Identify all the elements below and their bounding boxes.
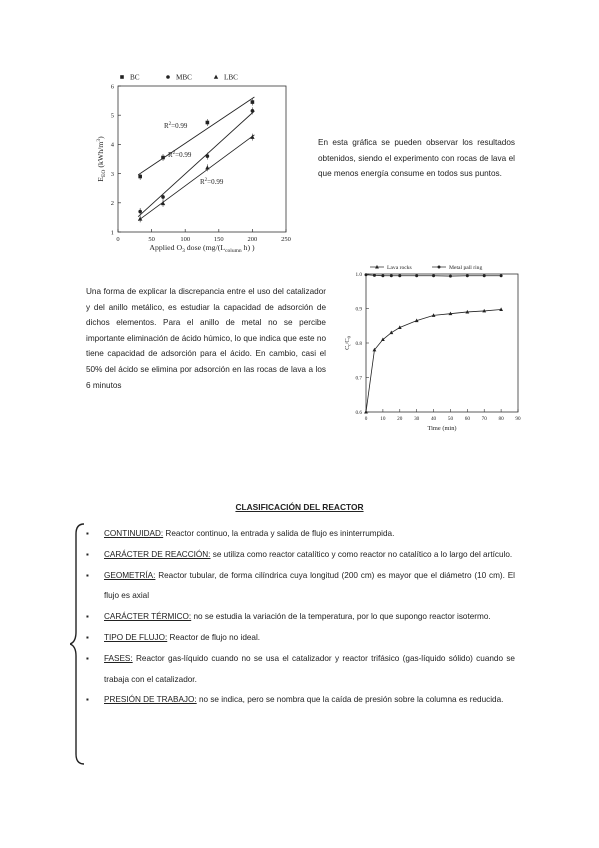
legend-label: Metal pall ring <box>449 265 483 271</box>
x-tick-label: 100 <box>180 236 191 243</box>
bullet-icon: ▪ <box>86 570 89 580</box>
x-tick-label: 200 <box>247 236 258 243</box>
r-symbol: R <box>164 122 169 130</box>
x-tick-label: 90 <box>515 416 521 422</box>
data-point <box>251 109 255 113</box>
data-point <box>138 175 142 179</box>
item-text: Reactor de flujo no ideal. <box>167 632 261 642</box>
y-tick-label: 2 <box>110 200 114 208</box>
x-tick-label: 0 <box>116 236 120 243</box>
data-point <box>138 216 142 220</box>
r-value: =0.99 <box>175 151 192 159</box>
r-squared-label <box>168 151 192 159</box>
y-label-sub: EO <box>101 169 107 177</box>
x-tick-label: 0 <box>364 416 368 422</box>
x-tick-label: 20 <box>397 416 403 422</box>
x-tick-label: 150 <box>213 236 224 243</box>
r-squared-label <box>200 178 224 186</box>
energy-consumption-chart <box>96 60 304 256</box>
item-label: CONTINUIDAD: <box>104 529 164 538</box>
legend-label: LBC <box>224 73 238 82</box>
y-label-part: E <box>96 176 105 182</box>
y-tick-label: 6 <box>110 83 114 91</box>
y-label-sub: t <box>346 344 352 346</box>
adsorption-explanation-paragraph: Una forma de explicar la discrepancia entre el uso del catalizador y del anillo metálico, es estudiar la capacidad de adsorción de dichos elementos. Para el anillo de metal no se percibe importante eliminación de ácido húmico, lo que indica que este no tiene capacidad de adsorción para el ácido. En cambio, casi el 50% del ácido se elimina por adsorción en las rocas de lava a los 6 minutos <box>86 287 326 390</box>
list-item <box>86 628 515 649</box>
item-label: FASES: <box>104 653 133 663</box>
legend-marker <box>120 75 124 79</box>
y-label-sup: 3 <box>96 138 102 142</box>
r-squared-label <box>164 122 188 130</box>
list-item <box>86 649 515 691</box>
legend-label: MBC <box>176 73 192 82</box>
x-label-part: dose (mg/(L <box>184 243 226 252</box>
x-label-sub: column <box>225 248 242 254</box>
chart-description-paragraph: En esta gráfica se pueden observar los resultados obtenidos, siendo el experimento con rocas de lava el que menos energía consume en todos sus puntos. <box>318 138 515 179</box>
item-text: Reactor tubular, de forma cilíndrica cuya longitud (200 cm) es mayor que el diámetro (10 cm). El flujo es axial <box>104 570 515 601</box>
y-tick-label: 0.6 <box>355 410 362 416</box>
list-item <box>86 566 515 608</box>
x-axis-label <box>149 243 255 254</box>
legend-marker <box>214 75 218 79</box>
x-tick-label: 50 <box>447 416 454 422</box>
r-superscript: 2 <box>172 151 176 156</box>
x-tick-label: 250 <box>281 236 291 243</box>
y-tick-label: 1 <box>110 229 114 237</box>
data-point <box>373 274 376 277</box>
data-point <box>138 210 142 214</box>
bullet-icon: ▪ <box>86 653 89 663</box>
x-tick-label: 60 <box>464 416 470 422</box>
data-point <box>499 307 503 311</box>
data-point <box>398 274 401 277</box>
data-point <box>251 100 255 104</box>
r-superscript: 2 <box>204 178 208 183</box>
y-tick-label: 1.0 <box>355 272 362 278</box>
r-value: =0.99 <box>171 122 188 130</box>
fit-line <box>138 135 254 221</box>
data-point <box>161 195 165 199</box>
data-point <box>381 274 384 277</box>
section-title: CLASIFICACIÓN DEL REACTOR <box>235 502 364 512</box>
data-point <box>449 275 452 278</box>
x-tick-label: 70 <box>481 416 487 422</box>
y-tick-label: 0.8 <box>355 341 362 347</box>
x-tick-label: 50 <box>148 236 155 243</box>
item-text: no se estudia la variación de la temperatura, por lo que supongo reactor isotermo. <box>191 612 491 622</box>
adsorption-chart <box>340 262 524 438</box>
data-point <box>432 274 435 277</box>
legend-label: BC <box>130 73 140 82</box>
legend-label: Lava rocks <box>387 265 412 271</box>
item-label: GEOMETRÍA: <box>104 570 156 580</box>
y-label-part: /C <box>344 338 351 345</box>
fit-line <box>138 111 254 217</box>
x-tick-label: 30 <box>414 416 420 422</box>
r-superscript: 2 <box>168 122 172 127</box>
bullet-icon: ▪ <box>86 549 89 559</box>
data-point <box>415 274 418 277</box>
data-point <box>206 121 210 125</box>
data-point <box>466 274 469 277</box>
x-tick-label: 80 <box>498 416 504 422</box>
legend-marker <box>438 266 441 269</box>
y-tick-label: 5 <box>110 112 114 120</box>
y-axis-label <box>344 335 352 350</box>
data-point <box>205 165 209 169</box>
list-item <box>86 607 515 628</box>
item-label: CARÁCTER TÉRMICO: <box>104 612 192 622</box>
x-tick-label: 40 <box>430 416 437 422</box>
y-label-part: ) <box>96 136 105 139</box>
x-label-part: h) ) <box>241 243 255 252</box>
r-symbol: R <box>200 178 205 186</box>
bullet-icon: ▪ <box>86 695 89 705</box>
list-item <box>86 690 515 711</box>
data-point <box>206 154 210 158</box>
item-label: CARÁCTER DE REACCIÓN: <box>104 549 211 559</box>
item-label: TIPO DE FLUJO: <box>104 632 168 642</box>
y-tick-label: 0.7 <box>355 375 362 382</box>
data-point <box>483 274 486 277</box>
data-point <box>365 273 368 276</box>
bullet-icon: ▪ <box>86 612 89 622</box>
reactor-classification-list <box>86 524 515 711</box>
data-point <box>389 331 393 335</box>
list-item <box>86 545 515 566</box>
series-line <box>366 310 501 412</box>
y-label-part: C <box>344 345 351 350</box>
y-label-part: (kWh/m <box>96 141 105 170</box>
x-axis-label: Time (min) <box>427 425 457 432</box>
data-point <box>390 274 393 277</box>
y-label-sub: 0 <box>346 336 352 339</box>
bullet-icon: ▪ <box>86 529 89 538</box>
y-tick-label: 4 <box>110 141 114 149</box>
data-point <box>500 274 503 277</box>
r-symbol: R <box>168 151 173 159</box>
legend-marker <box>166 75 170 79</box>
x-tick-label: 10 <box>380 416 386 422</box>
plot-frame <box>366 274 518 412</box>
y-tick-label: 0.9 <box>355 306 362 313</box>
y-tick-label: 3 <box>110 170 114 178</box>
item-text: Reactor continuo, la entrada y salida de flujo es ininterrumpida. <box>163 529 395 538</box>
r-value: =0.99 <box>207 178 224 186</box>
x-label-part: Applied O <box>149 243 183 252</box>
item-text: no se indica, pero se nombra que la caída de presión sobre la columna es reducida. <box>196 695 504 705</box>
list-item <box>86 524 515 545</box>
item-text: Reactor gas-líquido cuando no se usa el catalizador y reactor trifásico (gas-líquido sólido) cuando se trabaja con el catalizador. <box>104 653 515 684</box>
bullet-icon: ▪ <box>86 632 89 642</box>
y-axis-label <box>96 136 107 182</box>
x-label-sub: 3 <box>182 248 185 254</box>
data-point <box>161 156 165 160</box>
item-text: se utiliza como reactor catalítico y como reactor no catalítico a lo largo del artículo. <box>210 549 513 559</box>
item-label: PRESIÓN DE TRABAJO: <box>104 695 197 705</box>
